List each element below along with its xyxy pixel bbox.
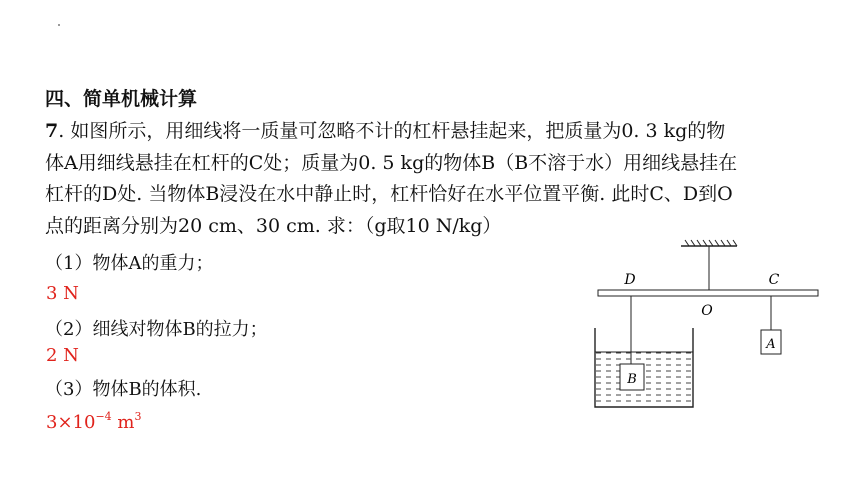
problem-line-3: 杠杆的D处. 当物体B浸没在水中静止时，杠杆恰好在水平位置平衡. 此时C、D到O (45, 183, 733, 205)
lever-bar (598, 290, 818, 296)
question-2: （2）细线对物体B的拉力； (45, 319, 268, 340)
ceiling-mount (681, 240, 737, 246)
label-o: O (701, 303, 713, 319)
question-3: （3）物体B的体积. (45, 379, 202, 400)
label-b: B (627, 372, 637, 387)
lever-diagram (585, 236, 825, 414)
problem-line-4: 点的距离分别为20 cm、30 cm. 求：（g取10 N/kg） (45, 214, 502, 237)
label-a: A (766, 337, 776, 352)
section-title: 四、简单机械计算 (45, 88, 198, 110)
problem-line-2: 体A用细线悬挂在杠杆的C处；质量为0. 5 kg的物体B（B不溶于水）用细线悬挂在 (45, 151, 738, 174)
problem-line-1: 7. 如图所示，用细线将一质量可忽略不计的杠杆悬挂起来，把质量为0. 3 kg的物 (45, 120, 726, 142)
problem-statement (45, 116, 835, 242)
question-1: （1）物体A的重力； (45, 253, 214, 274)
problem-number: 7 (45, 120, 59, 142)
answer-3: $3\times 10^{-4}$ $m^3$ (46, 410, 142, 433)
answer-2: 2 N (46, 345, 79, 366)
answer-1: 3 N (46, 283, 79, 304)
decorative-dot (58, 24, 60, 26)
label-d: D (624, 272, 636, 288)
label-c: C (768, 272, 780, 288)
